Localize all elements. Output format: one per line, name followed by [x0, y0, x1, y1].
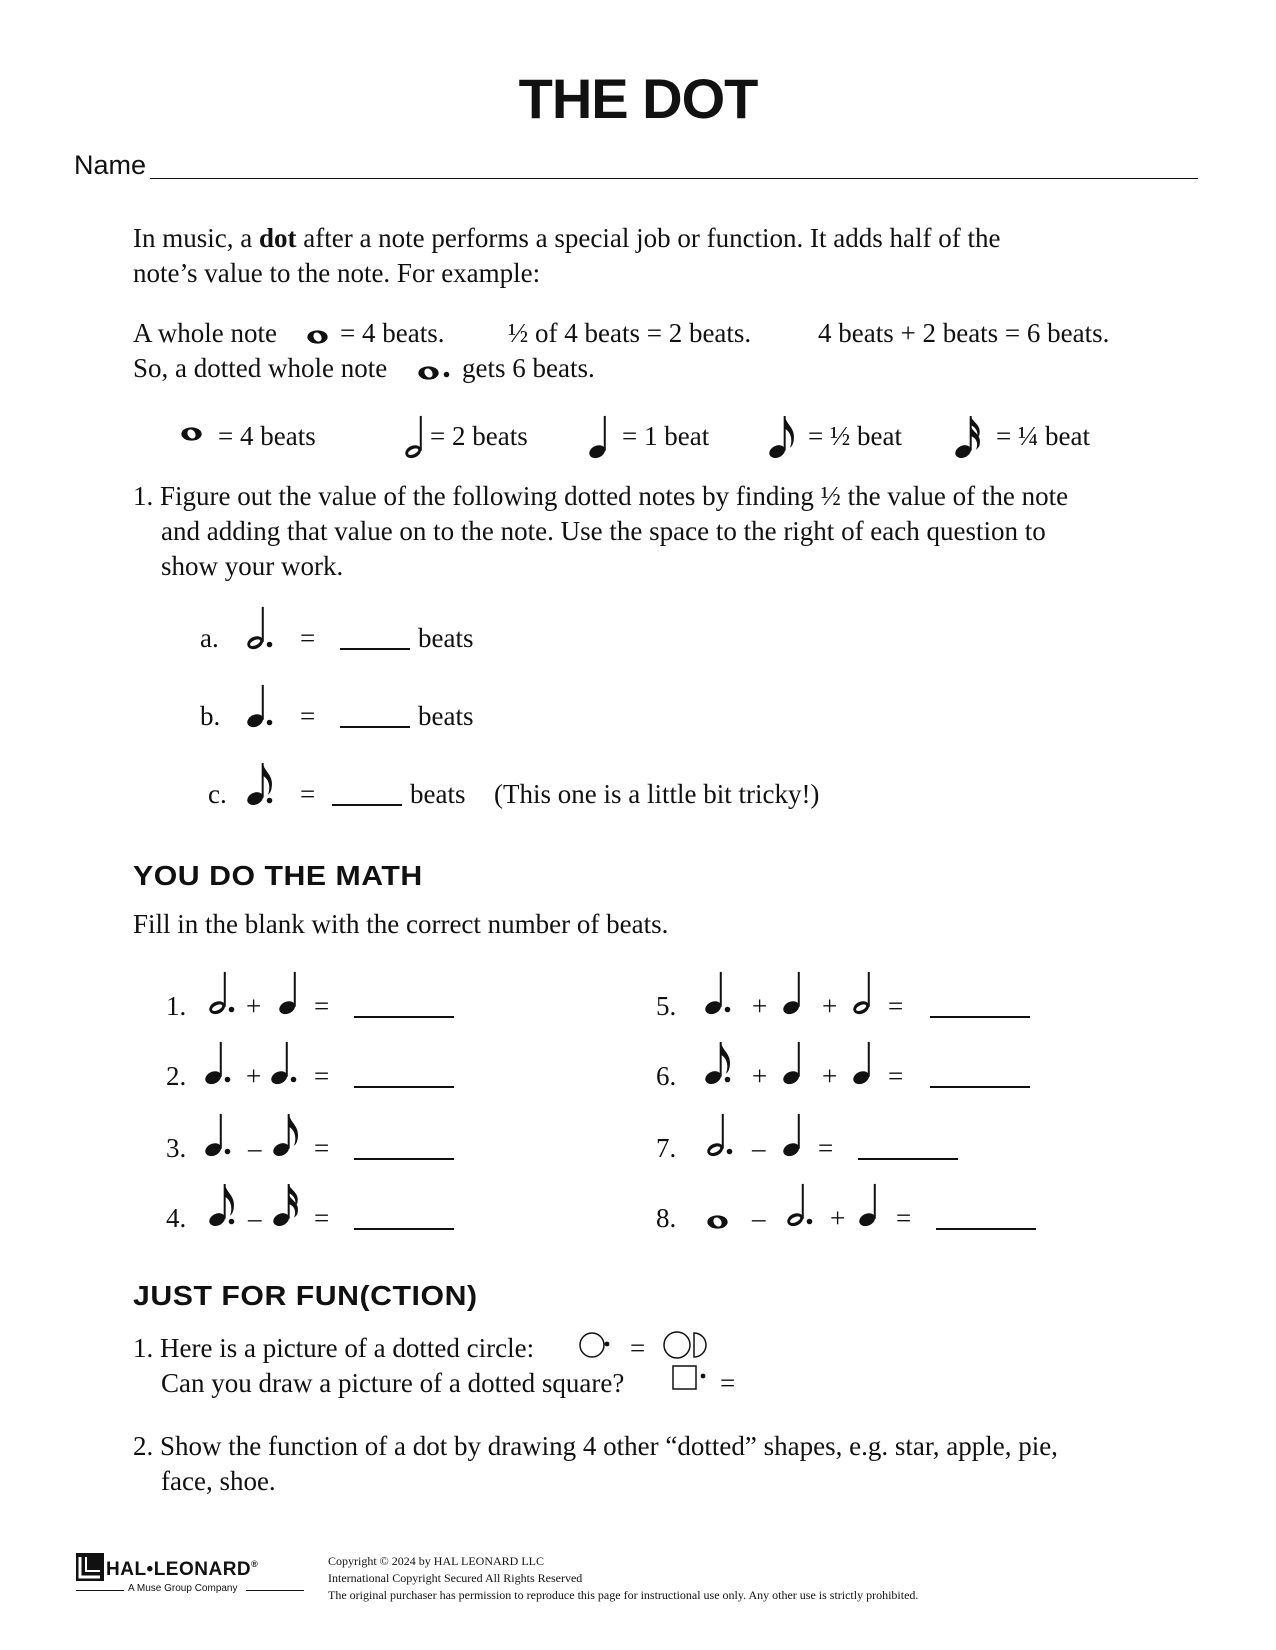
- problem-8-op-1: –: [752, 1203, 766, 1233]
- problem-7-op-1: –: [752, 1133, 766, 1163]
- half-note-icon: [404, 414, 426, 460]
- intro-bold: dot: [258, 223, 297, 253]
- copyright-line-1: Copyright © 2024 by HAL LEONARD LLC: [328, 1554, 544, 1568]
- item-a-answer-blank[interactable]: [340, 648, 410, 650]
- half-note-icon: [786, 1182, 808, 1228]
- item-b-letter: b.: [200, 701, 221, 731]
- example-a2: = 4 beats.: [340, 318, 445, 348]
- problem-5-op-3: =: [888, 991, 904, 1021]
- logo-registered-mark: ®: [251, 1559, 259, 1569]
- question-1-line-2: and adding that value on to the note. Use the space to the right of each question to: [161, 516, 1046, 546]
- math-instruction: Fill in the blank with the correct number of beats.: [133, 909, 669, 939]
- problem-2-op-2: =: [314, 1061, 330, 1091]
- math-heading: YOU DO THE MATH: [133, 860, 423, 891]
- question-1-line-1: 1. Figure out the value of the following dotted notes by finding ½ the value of the note: [133, 481, 1069, 511]
- problem-4-number: 4.: [166, 1203, 187, 1233]
- eighth-note-icon: [272, 1112, 303, 1158]
- quarter-note-icon: [204, 1112, 226, 1158]
- problem-8-op-2: +: [830, 1203, 846, 1233]
- copyright-line-3: The original purchaser has permission to reproduce this page for instructional use only. Any other use is strictly prohibited.: [328, 1588, 919, 1602]
- value-half: = 2 beats: [430, 421, 528, 451]
- example-a4: 4 beats + 2 beats = 6 beats.: [818, 318, 1110, 348]
- problem-5-answer-blank[interactable]: [930, 1016, 1030, 1018]
- dot-icon: [724, 1076, 731, 1083]
- problem-7-answer-blank[interactable]: [858, 1158, 958, 1160]
- fun-q1-equals-2: =: [720, 1368, 736, 1398]
- quarter-note-icon: [782, 1112, 804, 1158]
- circle-plus-half-circle-icon: [662, 1329, 710, 1361]
- item-b-answer-blank[interactable]: [340, 726, 410, 728]
- intro-text-2: after a note performs a special job or function. It adds half of the: [296, 223, 1001, 253]
- quarter-note-icon: [270, 1040, 292, 1086]
- value-eighth: = ½ beat: [808, 421, 902, 451]
- dot-icon: [224, 1076, 231, 1083]
- quarter-note-icon: [858, 1182, 880, 1228]
- logo-rule-left: [76, 1590, 124, 1591]
- name-label: Name: [74, 150, 147, 180]
- question-1-line-3: show your work.: [161, 551, 344, 581]
- intro-text: In music, a: [133, 223, 259, 253]
- example-b2: gets 6 beats.: [462, 353, 595, 383]
- quarter-note-icon: [588, 414, 610, 460]
- sixteenth-note-icon: [272, 1182, 303, 1228]
- dot-icon: [224, 1148, 231, 1155]
- problem-7-number: 7.: [656, 1133, 677, 1163]
- quarter-note-icon: [782, 1040, 804, 1086]
- dot-icon: [228, 1218, 235, 1225]
- problem-1-answer-blank[interactable]: [354, 1016, 454, 1018]
- dot-icon: [266, 797, 273, 804]
- quarter-note-icon: [246, 683, 268, 729]
- half-note-icon: [246, 605, 268, 651]
- intro-line-2: note’s value to the note. For example:: [133, 258, 541, 288]
- problem-3-op-2: =: [314, 1133, 330, 1163]
- problem-1-op-1: +: [246, 991, 262, 1021]
- logo-mark-icon: [76, 1553, 104, 1581]
- item-b-unit: beats: [418, 701, 474, 731]
- problem-2-op-1: +: [246, 1061, 262, 1091]
- dotted-whole-note-icon: [417, 365, 440, 381]
- item-c-letter: c.: [208, 779, 227, 809]
- copyright-line-2: International Copyright Secured All Rights Reserved: [328, 1571, 583, 1585]
- item-c-equals: =: [300, 779, 316, 809]
- dot-icon: [806, 1218, 813, 1225]
- quarter-note-icon: [278, 970, 300, 1016]
- example-a1: A whole note: [133, 318, 277, 348]
- dot-icon: [724, 1006, 731, 1013]
- problem-5-op-2: +: [822, 991, 838, 1021]
- sixteenth-note-icon: [954, 414, 985, 460]
- problem-3-answer-blank[interactable]: [354, 1158, 454, 1160]
- item-c-unit: beats: [410, 779, 466, 809]
- problem-6-number: 6.: [656, 1061, 677, 1091]
- fun-q2-line-1: 2. Show the function of a dot by drawing 4 other “dotted” shapes, e.g. star, apple, pie,: [133, 1431, 1058, 1461]
- dot-icon: [266, 719, 273, 726]
- value-whole: = 4 beats: [218, 421, 316, 451]
- problem-1-op-2: =: [314, 991, 330, 1021]
- problem-8-answer-blank[interactable]: [936, 1228, 1036, 1230]
- dotted-circle-icon: [578, 1330, 610, 1360]
- half-note-icon: [706, 1112, 728, 1158]
- item-a-letter: a.: [200, 623, 219, 653]
- fun-q1-line-1: 1. Here is a picture of a dotted circle:: [133, 1333, 535, 1363]
- item-c-answer-blank[interactable]: [332, 804, 402, 806]
- quarter-note-icon: [704, 970, 726, 1016]
- problem-6-op-3: =: [888, 1061, 904, 1091]
- problem-5-number: 5.: [656, 991, 677, 1021]
- problem-8-number: 8.: [656, 1203, 677, 1233]
- problem-2-answer-blank[interactable]: [354, 1086, 454, 1088]
- example-b1: So, a dotted whole note: [133, 353, 388, 383]
- eighth-note-icon: [768, 414, 799, 460]
- quarter-note-icon: [782, 970, 804, 1016]
- problem-6-answer-blank[interactable]: [930, 1086, 1030, 1088]
- value-quarter: = 1 beat: [622, 421, 710, 451]
- problem-4-answer-blank[interactable]: [354, 1228, 454, 1230]
- problem-3-op-1: –: [248, 1133, 262, 1163]
- dot-icon: [726, 1148, 733, 1155]
- item-a-equals: =: [300, 623, 316, 653]
- problem-4-op-2: =: [314, 1203, 330, 1233]
- dot-icon: [228, 1006, 235, 1013]
- logo-rule-right: [246, 1590, 304, 1591]
- quarter-note-icon: [852, 1040, 874, 1086]
- problem-4-op-1: –: [248, 1203, 262, 1233]
- problem-6-op-2: +: [822, 1061, 838, 1091]
- half-note-icon: [852, 970, 874, 1016]
- logo-subtitle: A Muse Group Company: [128, 1583, 238, 1594]
- fun-q2-line-2: face, shoe.: [161, 1466, 276, 1496]
- dot-icon: [443, 371, 450, 378]
- dotted-square-icon: [672, 1364, 706, 1392]
- fun-heading: JUST FOR FUN(CTION): [133, 1280, 478, 1311]
- whole-note-icon: [180, 426, 203, 442]
- problem-1-number: 1.: [166, 991, 187, 1021]
- fun-q1-line-2: Can you draw a picture of a dotted square?: [161, 1368, 625, 1398]
- problem-3-number: 3.: [166, 1133, 187, 1163]
- problem-5-op-1: +: [752, 991, 768, 1021]
- half-note-icon: [208, 970, 230, 1016]
- fun-q1-equals: =: [630, 1333, 646, 1363]
- item-b-equals: =: [300, 701, 316, 731]
- problem-2-number: 2.: [166, 1061, 187, 1091]
- page-title: THE DOT: [518, 67, 758, 130]
- whole-note-icon: [706, 1214, 729, 1230]
- example-a3: ½ of 4 beats = 2 beats.: [508, 318, 752, 348]
- quarter-note-icon: [204, 1040, 226, 1086]
- value-sixteenth: = ¼ beat: [996, 421, 1090, 451]
- dot-icon: [266, 641, 273, 648]
- hal-leonard-logo: [76, 1553, 306, 1601]
- logo-text: HAL•LEONARD: [106, 1559, 252, 1580]
- item-c-hint: (This one is a little bit tricky!): [494, 779, 820, 809]
- dot-icon: [290, 1076, 297, 1083]
- name-field[interactable]: [150, 178, 1198, 179]
- problem-6-op-1: +: [752, 1061, 768, 1091]
- whole-note-icon: [306, 329, 329, 345]
- intro-line-1: [133, 220, 1001, 256]
- problem-7-op-2: =: [818, 1133, 834, 1163]
- problem-8-op-3: =: [896, 1203, 912, 1233]
- item-a-unit: beats: [418, 623, 474, 653]
